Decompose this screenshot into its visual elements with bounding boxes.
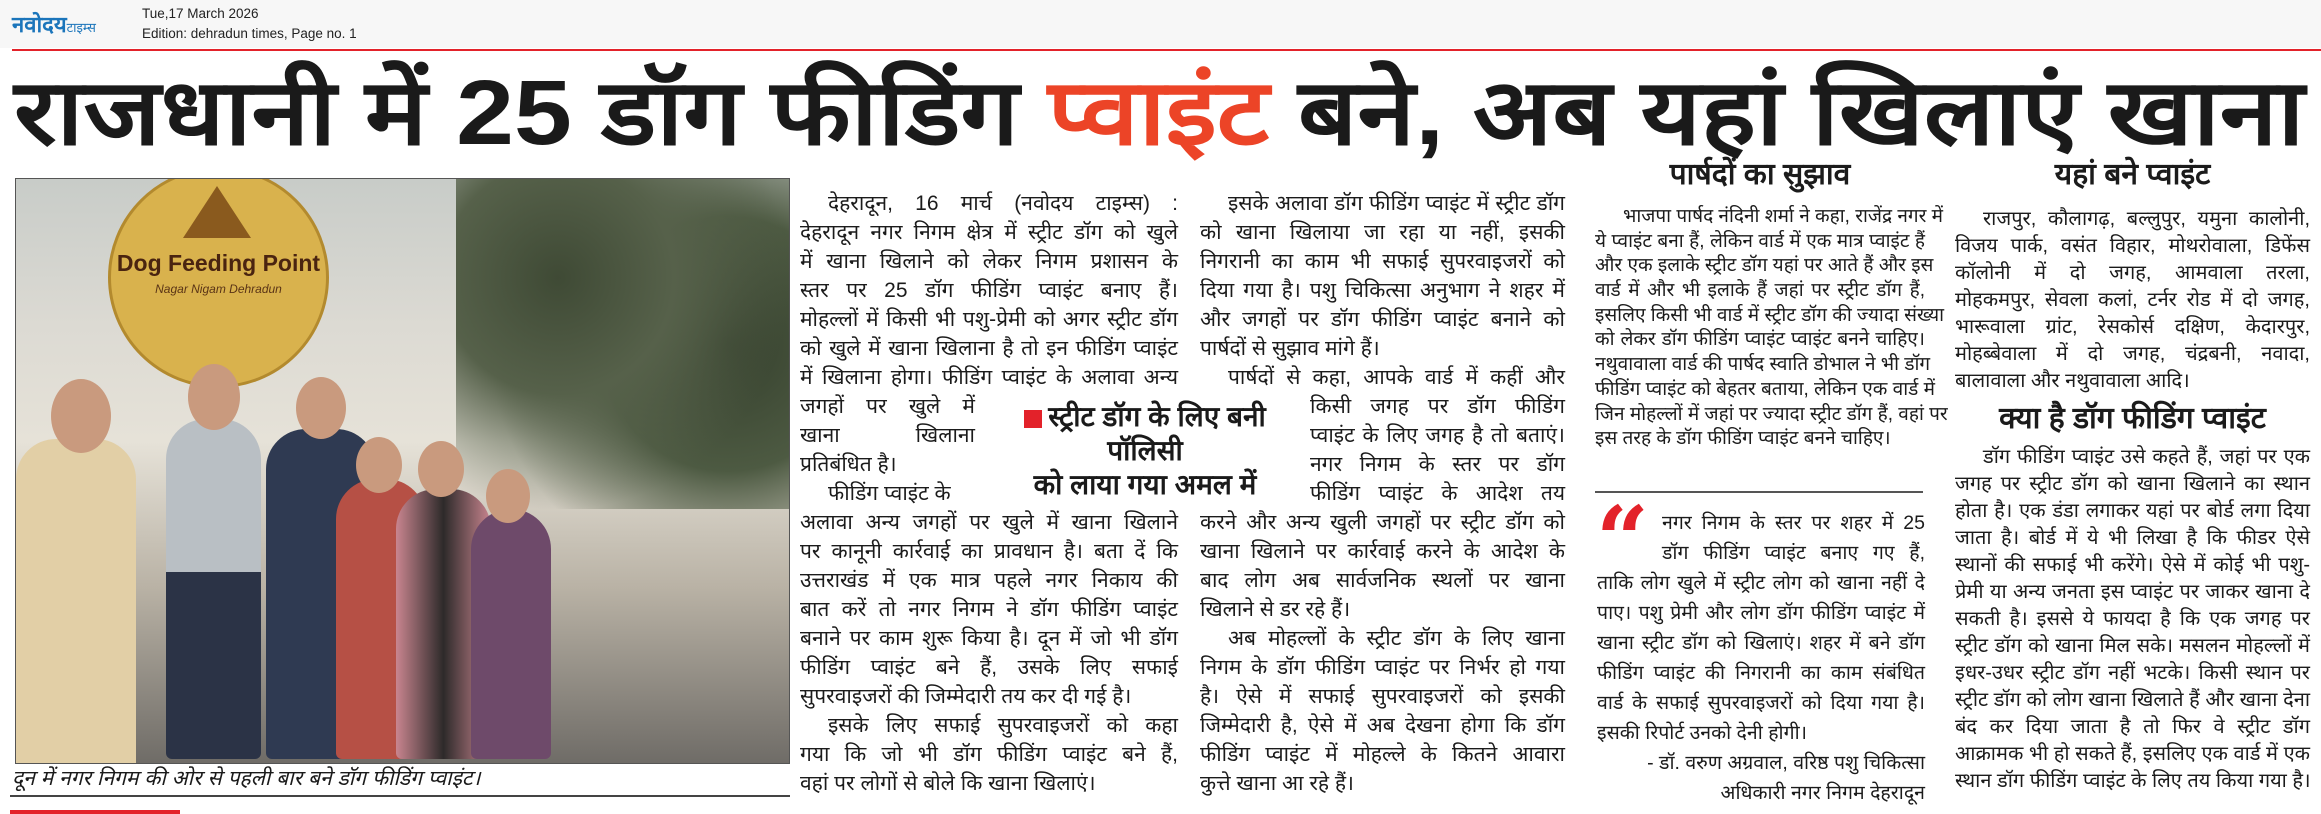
text-line: में खिलाना होगा। फीडिंग प्वाइंट के अलावा अन्य (800, 366, 1178, 389)
text-line: खाना खिलाना (800, 424, 975, 447)
col1-para-intro (800, 189, 1178, 392)
municipal-emblem-icon (183, 186, 251, 238)
text-line: गया कि जो भी डॉग फीडिंग प्वाइंट बने हैं, (800, 743, 1178, 766)
text-line: जिन मोहल्लों में जहां पर ज्यादा स्ट्रीट डॉग हैं, वहां पर (1595, 403, 1948, 425)
what-is-body (1955, 444, 2310, 795)
points-list-body (1955, 206, 2310, 395)
text-line: इसलिए किसी भी वार्ड में स्ट्रीट डॉग की ज्यादा संख्या (1595, 304, 1945, 326)
col1-para-narrow (800, 392, 975, 479)
points-list-heading: यहां बने प्वाइंट (2054, 158, 2211, 191)
text-line: पर कानूनी कार्रवाई का प्रावधान है। बता दें कि (800, 540, 1178, 563)
text-line: भाजपा पार्षद नंदिनी शर्मा ने कहा, राजेंद्र नगर में (1623, 206, 1944, 227)
text-line: वार्ड में और भी इलाके हैं जहां पर स्ट्रीट डॉग हैं, (1595, 280, 1925, 302)
col2-para-councillors (1200, 363, 1565, 392)
text-line: पार्षदों से सुझाव मांगे हैं। (1200, 337, 1380, 360)
text-line: खिलाने से डर रहे हैं। (1200, 598, 1351, 621)
text-line: निगम के डॉग फीडिंग प्वाइंट पर निर्भर हो गया (1200, 656, 1565, 679)
top-bar (0, 0, 2321, 48)
text-line: ताकि लोग खुले में स्ट्रीट लोग को खाना नहीं दे (1597, 572, 1925, 594)
text-line: मोहकमपुर, सेवला कलां, टर्नर रोड में दो जगह, (1955, 289, 2310, 311)
text-line: इसकी रिपोर्ट उनको देनी होगी। (1597, 722, 1808, 744)
text-line: को लेकर डॉग फीडिंग प्वाइंट प्वाइंट बनने चाहिए। (1595, 329, 1925, 351)
text-line: अलावा अन्य जगहों पर खुले में खाना खिलाने (800, 511, 1178, 534)
sub-headline-line1: स्ट्रीट डॉग के लिए बनी पॉलिसी (1048, 401, 1266, 466)
text-line: देहरादून नगर निगम क्षेत्र में स्ट्रीट डॉग को खुले (800, 221, 1178, 244)
text-line: नगर निगम के स्तर पर शहर में 25 (1662, 512, 1925, 534)
feeding-point-sign (108, 178, 329, 388)
person-6-head (486, 469, 530, 523)
text-line: निगरानी का काम भी सफाई सुपरवाइजरों को (1200, 250, 1565, 273)
text-line: देहरादून, 16 मार्च (नवोदय टाइम्स) : (828, 192, 1178, 215)
col1-para-law (800, 508, 1178, 711)
text-line: डॉग फीडिंग प्वाइंट बनाए गए हैं, (1662, 542, 1925, 564)
text-line: कुत्ते खाना आ रहे हैं। (1200, 772, 1354, 795)
text-line: स्तर पर 25 डॉग फीडिंग प्वाइंट बनाए हैं। (800, 279, 1178, 302)
text-line: स्ट्रीट डॉग को लोग खाना खिलाते हैं और खाना देना (1955, 689, 2310, 711)
text-line: उत्तराखंड में एक मात्र पहले नगर निकाय की (800, 569, 1178, 592)
sub-headline-line2: को लाया गया अमल में (1033, 469, 1257, 500)
quote-attribution (1597, 748, 1925, 808)
trees-background (456, 179, 790, 509)
edition-info (142, 4, 357, 44)
text-line: जगह पर स्ट्रीट डॉग को खाना खिलाने का स्थान (1955, 473, 2310, 495)
person-4-head (356, 437, 402, 493)
person-3-head (296, 377, 346, 439)
text-line: मोहल्लों में किसी भी पशु-प्रेमी को अगर स्ट्रीट डॉग (800, 308, 1178, 331)
text-line: वहां पर लोगों से बोले कि खाना खिलाएं। (800, 772, 1096, 795)
text-line: अब मोहल्लों के स्ट्रीट डॉग के लिए खाना (1228, 627, 1565, 650)
text-line: विजय पार्क, वसंत विहार, मोथरोवाला, डिफेंस (1955, 235, 2310, 257)
text-line: ये प्वाइंट बना हैं, लेकिन वार्ड में एक मात्र प्वाइंट हैं (1595, 230, 1925, 252)
text-line: फीडिंग प्वाइंट को बेहतर बताया, लेकिन एक वार्ड में (1595, 378, 1935, 400)
text-line: खाना खिलाने पर कार्रवाई करने के आदेश के (1200, 540, 1565, 563)
text-line: पाए। पशु प्रेमी और लोग डॉग फीडिंग प्वाइंट में (1597, 602, 1925, 624)
logo-sub: टाइम्स (66, 20, 96, 35)
text-line: डॉग फीडिंग प्वाइंट उसे कहते हैं, जहां पर एक (1983, 446, 2310, 468)
text-line: आक्रामक भी हो सकते हैं, इसलिए एक वार्ड में एक (1955, 743, 2310, 765)
text-line: और एक इलाके स्ट्रीट डॉग यहां पर आते हैं और इस (1595, 255, 1934, 277)
text-line: और जगहों पर डॉग फीडिंग प्वाइंट बनाने को (1200, 308, 1565, 331)
text-line: बंद कर दिया जाता है तो फिर वे स्ट्रीट डॉग (1955, 716, 2310, 738)
quote-top (1662, 508, 1925, 568)
text-line: प्रतिबंधित है। (800, 453, 897, 476)
text-line: में खाना खिलाने को लेकर निगम प्रशासन के (800, 250, 1178, 273)
text-line: बात करें तो नगर निगम ने डॉग फीडिंग प्वाइंट (800, 598, 1178, 621)
text-line: को खाना खिलाया जा रहा या नहीं, इसकी (1200, 221, 1565, 244)
edition-date: Tue,17 March 2026 (142, 6, 259, 21)
text-line: जाता है। बोर्ड में ये भी लिखा है कि फीडर ऐसे (1955, 527, 2310, 549)
text-line: वार्ड के सफाई सुपरवाइजरों को दिया गया है। (1597, 692, 1925, 714)
text-line: इस तरह के डॉग फीडिंग प्वाइंट बनने चाहिए। (1595, 428, 1891, 450)
text-line: करने और अन्य खुली जगहों पर स्ट्रीट डॉग को (1200, 511, 1565, 534)
sign-title: Dog Feeding Point (116, 250, 321, 276)
text-line: स्थानों की सफाई भी करेंगे। ऐसे में कोई भी पशु- (1955, 554, 2310, 576)
text-line: किसी जगह पर डॉग फीडिंग (1310, 395, 1565, 418)
text-line: को खुले में खाना खिलाना है तो इन फीडिंग प्वाइंट (800, 337, 1178, 360)
col2-para-monitoring (1200, 189, 1565, 363)
col2-para-orders (1200, 508, 1565, 624)
councillors-suggestion-heading: पार्षदों का सुझाव (1669, 158, 1851, 191)
accent-bar (10, 810, 180, 814)
text-line: बनाने पर काम शुरू किया है। दून में जो भी डॉग (800, 627, 1178, 650)
person-2-head (188, 364, 240, 430)
col1-para-supervisors (800, 711, 1178, 798)
newspaper-logo[interactable] (12, 9, 96, 39)
person-1 (16, 439, 136, 764)
text-line: इसके अलावा डॉग फीडिंग प्वाइंट में स्ट्रीट डॉग (1228, 192, 1565, 215)
text-line: कॉलोनी में दो जगह, आमवाला तरला, (1955, 262, 2310, 284)
logo-main: नवोदय (12, 12, 67, 37)
text-line: - डॉ. वरुण अग्रवाल, वरिष्ठ पशु चिकित्सा (1647, 752, 1925, 774)
text-line: फीडिंग प्वाइंट के आदेश तय (1310, 482, 1565, 505)
text-line: अधिकारी नगर निगम देहरादून (1720, 782, 1925, 804)
text-line: दिया गया है। पशु चिकित्सा अनुभाग ने शहर में (1200, 279, 1565, 302)
sub-headline (985, 400, 1305, 502)
text-line: मोहब्बेवाला में दो जगह, चंद्रबनी, नवादा, (1955, 343, 2310, 365)
headline-part1: राजधानी में 25 डॉग फीडिंग (14, 62, 1048, 164)
text-line: फीडिंग प्वाइंट के (828, 482, 951, 505)
text-line: स्ट्रीट डॉग को खाना मिल सके। मसलन मोहल्लों में (1955, 635, 2310, 657)
text-line: सकती है। इससे ये फायदा है कि एक जगह पर (1955, 608, 2310, 630)
person-6 (471, 509, 551, 759)
col2-para-dependency (1200, 624, 1565, 798)
text-line: स्थान डॉग फीडिंग प्वाइंट के लिए तय किया गया है। (1955, 770, 2311, 792)
red-square-icon (1024, 410, 1042, 428)
headline-part2: बने, अब यहां खिलाएं खाना (1269, 62, 2305, 164)
text-line: भारूवाला ग्रांट, रेसकोर्स दक्षिण, केदारपुर, (1955, 316, 2310, 338)
text-line: राजपुर, कौलागढ़, बल्लुपुर, यमुना कालोनी, (1983, 208, 2310, 230)
headline-highlight: प्वाइंट (1047, 62, 1270, 164)
text-line: फीडिंग प्वाइंट बने हैं, उसके लिए सफाई (800, 656, 1178, 679)
text-line: होता है। एक डंडा लगाकर यहां पर बोर्ड लगा दिया (1955, 500, 2310, 522)
person-2 (166, 419, 261, 759)
edition-name: Edition: dehradun times, Page no. 1 (142, 26, 357, 41)
person-1-head (51, 379, 111, 453)
quote-mark-icon: “ (1596, 486, 1649, 594)
quote-body (1597, 568, 1925, 748)
text-line: जिम्मेदारी है, ऐसे में अब देखना होगा कि डॉग (1200, 714, 1565, 737)
text-line: प्रेमी या अन्य जनता इस प्वाइंट पर जाकर खाना दे (1955, 581, 2310, 603)
news-photo (15, 178, 790, 764)
col1-para-narrow-2 (800, 479, 975, 508)
what-is-heading: क्या है डॉग फीडिंग प्वाइंट (1999, 402, 2266, 435)
text-line: फीडिंग प्वाइंट की निगरानी का काम संबंधित (1597, 662, 1925, 684)
text-line: फीडिंग प्वाइंट में मोहल्ले के कितने आवारा (1200, 743, 1565, 766)
text-line: प्वाइंट के लिए जगह है तो बताएं। (1310, 424, 1565, 447)
text-line: सुपरवाइजरों की जिम्मेदारी तय कर दी गई है। (800, 685, 1132, 708)
person-5-head (418, 441, 464, 497)
text-line: नगर निगम के स्तर पर डॉग (1310, 453, 1565, 476)
col2-para-narrow (1310, 392, 1565, 508)
headline (14, 58, 2304, 168)
councillors-suggestion-body (1595, 205, 1948, 452)
text-line: पार्षदों से कहा, आपके वार्ड में कहीं और (1228, 366, 1565, 389)
sign-subtitle: Nagar Nigam Dehradun (155, 282, 282, 296)
text-line: खाना स्ट्रीट डॉग को खिलाएं। शहर में बने डॉग (1597, 632, 1925, 654)
text-line: बाद लोग अब सार्वजनिक स्थलों पर खाना (1200, 569, 1565, 592)
header-divider (12, 49, 2321, 51)
text-line: नथुवावाला वार्ड की पार्षद स्वाति डोभाल ने भी डॉग (1595, 354, 1931, 376)
text-line: जगहों पर खुले में (800, 395, 975, 418)
text-line: इधर-उधर स्ट्रीट डॉग नहीं भटके। किसी स्थान पर (1955, 662, 2310, 684)
text-line: इसके लिए सफाई सुपरवाइजरों को कहा (828, 714, 1178, 737)
text-line: है। ऐसे में सफाई सुपरवाइजरों को इसकी (1200, 685, 1565, 708)
text-line: बालावाला और नथुवावाला आदि। (1955, 370, 2190, 392)
caption-divider (10, 795, 790, 797)
photo-caption: दून में नगर निगम की ओर से पहली बार बने डॉग फीडिंग प्वाइंट। (12, 767, 481, 790)
